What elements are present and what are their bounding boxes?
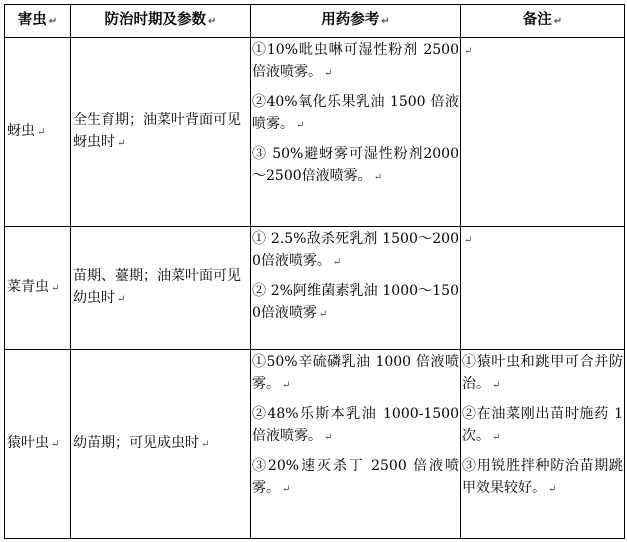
drug-item (252, 228, 459, 274)
drug-item (252, 403, 459, 449)
paragraph-mark: ↵ (324, 432, 333, 443)
paragraph-mark: ↵ (208, 16, 217, 27)
time-text: 苗期、薹期；油菜叶面可见幼虫时 (73, 268, 241, 306)
header-drug (251, 5, 461, 38)
drug-cell (251, 227, 461, 350)
pest-name: 蚜虫 (7, 123, 35, 139)
note-cell (461, 38, 625, 227)
paragraph-mark: ↵ (492, 432, 501, 443)
paragraph-mark: ↵ (318, 309, 328, 320)
pest-control-table-container (4, 4, 624, 539)
drug-cell (251, 38, 461, 227)
pest-control-table (4, 4, 625, 539)
paragraph-mark: ↵ (553, 16, 563, 27)
drug-text: ③ 50%避蚜雾可湿性粉剂2000～2500倍液喷雾。 (252, 146, 459, 184)
paragraph-mark: ↵ (373, 172, 383, 183)
pest-name: 菜青虫 (7, 279, 49, 295)
paragraph-mark: ↵ (51, 439, 60, 450)
paragraph-mark: ↵ (548, 484, 557, 495)
drug-text: ①50%辛硫磷乳油 1000 倍液喷雾。 (252, 354, 459, 392)
drug-item (252, 455, 459, 501)
note-item (462, 455, 623, 501)
paragraph-mark: ↵ (282, 380, 291, 391)
table-row-aphid (5, 38, 625, 227)
header-note (461, 5, 625, 38)
drug-text: ①10%吡虫啉可湿性粉剂 2500倍液喷雾。 (252, 42, 459, 80)
drug-item (252, 280, 459, 326)
header-pest-label: 害虫 (17, 12, 47, 28)
time-cell (71, 38, 251, 227)
paragraph-mark: ↵ (324, 68, 333, 79)
drug-item (252, 351, 459, 397)
note-cell (461, 350, 625, 539)
header-time (71, 5, 251, 38)
paragraph-mark: ↵ (381, 16, 390, 27)
pest-name: 猿叶虫 (7, 435, 49, 451)
paragraph-mark: ↵ (117, 294, 126, 305)
note-cell (461, 227, 625, 350)
paragraph-mark: ↵ (464, 46, 473, 57)
paragraph-mark: ↵ (37, 127, 46, 138)
header-drug-label: 用药参考 (321, 12, 380, 28)
note-item (462, 351, 623, 397)
header-note-label: 备注 (522, 12, 552, 28)
paragraph-mark: ↵ (48, 16, 58, 27)
time-text: 幼苗期；可见成虫时 (73, 435, 199, 451)
paragraph-mark: ↵ (492, 380, 501, 391)
paragraph-mark: ↵ (201, 439, 210, 450)
note-text: ①猿叶虫和跳甲可合并防治。 (462, 354, 623, 392)
header-row (5, 5, 625, 38)
drug-text: ① 2.5%敌杀死乳剂 1500～2000倍液喷雾。 (252, 231, 459, 269)
pest-cell (5, 38, 71, 227)
drug-text: ② 2%阿维菌素乳油 1000～1500倍液喷雾 (252, 283, 459, 321)
table-row-leaf-beetle (5, 350, 625, 539)
time-cell (71, 227, 251, 350)
drug-cell (251, 350, 461, 539)
paragraph-mark: ↵ (51, 283, 60, 294)
header-pest (5, 5, 71, 38)
drug-text: ②40%氧化乐果乳油 1500 倍液喷雾。 (252, 94, 459, 132)
paragraph-mark: ↵ (296, 120, 305, 131)
drug-item (252, 91, 459, 137)
paragraph-mark: ↵ (464, 235, 473, 246)
paragraph-mark: ↵ (332, 257, 342, 268)
drug-text: ③20%速灭杀丁 2500 倍液喷雾。 (252, 458, 459, 496)
pest-cell (5, 350, 71, 539)
note-text: ②在油菜刚出苗时施药 1 次。 (462, 406, 623, 444)
paragraph-mark: ↵ (117, 138, 126, 149)
paragraph-mark: ↵ (282, 484, 291, 495)
header-time-label: 防治时期及参数 (104, 12, 207, 28)
drug-text: ②48%乐斯本乳油 1000-1500倍液喷雾。 (252, 406, 459, 444)
time-cell (71, 350, 251, 539)
drug-item (252, 143, 459, 189)
drug-item (252, 39, 459, 85)
note-text: ③用锐胜拌种防治苗期跳甲效果较好。 (462, 458, 623, 496)
note-item (462, 403, 623, 449)
table-row-cabbage-caterpillar (5, 227, 625, 350)
time-text: 全生育期；油菜叶背面可见蚜虫时 (73, 112, 241, 150)
pest-cell (5, 227, 71, 350)
